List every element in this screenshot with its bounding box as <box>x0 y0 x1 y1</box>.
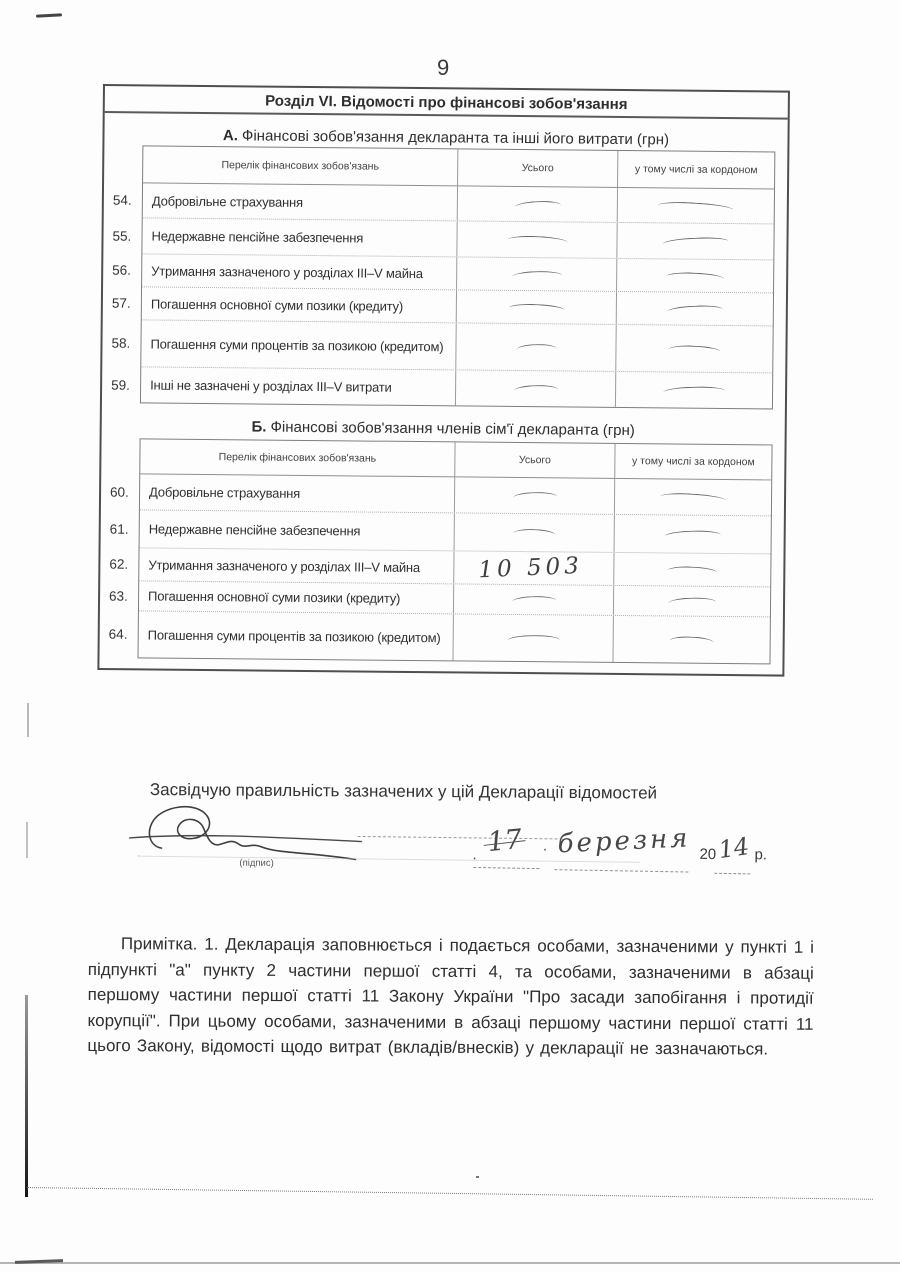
header-cell-total: Усього <box>458 149 618 187</box>
handwritten-dash <box>665 530 721 538</box>
row-number: 59. <box>111 377 130 393</box>
handwritten-dash <box>507 235 567 245</box>
certification-statement: Засвідчую правильність зазначених у цій Декларації відомостей <box>149 780 658 803</box>
year-suffix: р. <box>754 846 768 864</box>
table-row <box>109 509 771 553</box>
row-label: Добровільне страхування <box>140 474 455 512</box>
handwritten-dash <box>662 236 728 246</box>
row-total-cell <box>457 221 617 258</box>
certification-block <box>0 779 900 895</box>
date-underline-day <box>473 867 539 869</box>
handwritten-dash <box>658 200 734 212</box>
handwritten-dash <box>668 344 720 353</box>
handwritten-dash <box>667 304 723 313</box>
header-cell-abroad: у тому числі за кордоном <box>634 163 758 177</box>
part-b-table <box>108 438 772 664</box>
handwritten-dash <box>511 596 555 604</box>
handwritten-dash <box>670 635 714 644</box>
row-abroad-cell <box>615 515 771 553</box>
handwritten-dash <box>667 565 717 574</box>
row-number: 60. <box>110 484 129 500</box>
row-label: Погашення основної суми позики (кредиту) <box>142 287 457 322</box>
date-mark-right: · <box>542 840 548 858</box>
scan-speck <box>476 1176 479 1178</box>
row-total-cell <box>453 614 613 662</box>
header-cell-total: Усього <box>455 442 615 478</box>
row-total-cell <box>455 513 615 552</box>
row-label: Погашення основної суми позики (кредиту) <box>139 581 454 613</box>
scan-mark-top-left <box>36 13 62 17</box>
date-underline-year <box>714 873 750 875</box>
row-label: Недержавне пенсійне забезпечення <box>140 510 455 550</box>
header-cell-abroad: у тому числі за кордоном <box>631 455 755 469</box>
part-a-table <box>111 145 775 409</box>
row-number: 55. <box>112 228 132 244</box>
row-number: 63. <box>109 588 128 604</box>
handwritten-dash <box>512 270 562 278</box>
handwritten-year: 14 <box>716 832 751 865</box>
part-a-letter: А. <box>222 127 239 145</box>
part-b-letter: Б. <box>251 418 267 436</box>
part-b-rows <box>108 474 771 663</box>
page-number: 9 <box>437 55 450 80</box>
part-a-title-text: Фінансові зобов'язання декларанта та інші його витрати (грн) <box>241 127 670 149</box>
signature-line <box>358 836 563 840</box>
row-label: Інші не зазначені у розділах III–V витрати <box>141 367 456 405</box>
handwritten-month: березня <box>556 823 692 860</box>
scan-dotted-line <box>27 1187 873 1200</box>
table-row <box>111 319 772 372</box>
handwritten-dash <box>660 492 726 503</box>
row-label: Погашення суми процентів за позикою (кредитом) <box>141 320 456 369</box>
header-cell-list: Перелік фінансових зобов'язань <box>143 146 458 185</box>
table-row <box>112 217 773 259</box>
section-vi-title: Розділ VI. Відомості про фінансові зобов'язання <box>105 86 788 120</box>
handwritten-dash <box>516 343 556 351</box>
row-number: 62. <box>109 556 129 572</box>
handwritten-amount: 10 503 <box>477 552 584 584</box>
signature-caption: (підпис) <box>239 857 274 869</box>
row-abroad-cell <box>614 553 770 586</box>
part-a-table-header <box>143 146 774 189</box>
row-abroad-cell <box>616 325 772 372</box>
handwritten-dash <box>512 492 556 500</box>
table-row <box>110 474 771 515</box>
row-number: 56. <box>112 262 132 278</box>
table-row <box>111 366 772 408</box>
row-label: Погашення суми процентів за позикою (кредитом) <box>138 611 453 660</box>
year-prefix: 20 <box>699 845 717 864</box>
row-label: Добровільне страхування <box>143 183 458 220</box>
row-abroad-cell <box>613 616 769 663</box>
row-total-cell <box>456 370 616 407</box>
row-number: 58. <box>111 335 131 351</box>
row-abroad-cell <box>616 372 772 408</box>
handwritten-dash <box>663 386 725 395</box>
row-number: 61. <box>109 521 129 537</box>
handwritten-dash <box>514 200 560 209</box>
row-abroad-cell <box>618 188 774 223</box>
row-number: 54. <box>112 192 132 208</box>
row-total-cell <box>454 584 614 615</box>
handwritten-dash <box>666 271 724 281</box>
row-abroad-cell <box>614 586 770 616</box>
row-total-cell <box>454 551 614 585</box>
row-abroad-cell <box>615 479 771 515</box>
header-cell-list: Перелік фінансових зобов'язань <box>140 439 455 476</box>
row-total-cell <box>457 257 617 291</box>
handwritten-dash <box>668 597 716 605</box>
scan-edge-mark <box>26 822 28 858</box>
part-b-table-header <box>140 439 771 480</box>
row-abroad-cell <box>617 292 773 325</box>
note-paragraph: Примітка. 1. Декларація заповнюється і подається особами, зазначеними у пункті 1 і підпункті "а" пункту 2 частини першої статті 4, та особами, зазначеними в абзаці першому частини першої статті 11 Закону України "Про засади запобігання і протидії корупції". При цьому особами, зазначеними в абзаці першому частини першої статті 11 цього Закону, відомості щодо витрат (вкладів/внесків) у декларації не зазначаються. <box>87 934 814 1059</box>
part-b-title-text: Фінансові зобов'язання членів сім'ї декларанта (грн) <box>270 418 635 440</box>
handwritten-dash <box>508 302 564 311</box>
row-abroad-cell <box>617 223 773 259</box>
row-total-cell <box>456 323 616 371</box>
row-label: Недержавне пенсійне забезпечення <box>142 218 457 256</box>
part-a-rows <box>111 183 774 408</box>
row-number: 64. <box>108 626 128 642</box>
handwritten-day: 17 <box>486 823 524 859</box>
handwritten-dash <box>513 528 555 537</box>
date-mark-left: . <box>472 846 477 864</box>
scan-edge-mark <box>27 703 29 737</box>
scan-bottom-line <box>0 1262 900 1264</box>
handwritten-dash <box>514 385 558 393</box>
date-underline-month <box>554 869 688 872</box>
scan-edge-line <box>25 995 28 1197</box>
row-label: Утримання зазначеного у розділах III–V майна <box>142 254 457 289</box>
row-label: Утримання зазначеного у розділах III–V майна <box>139 548 454 583</box>
row-total-cell <box>455 477 615 514</box>
part-b-title <box>102 417 785 441</box>
declaration-section-box <box>97 84 790 677</box>
row-abroad-cell <box>617 259 773 292</box>
table-row <box>108 610 769 663</box>
row-total-cell <box>458 186 618 222</box>
row-total-cell <box>457 290 617 324</box>
row-number: 57. <box>111 295 131 311</box>
handwritten-dash <box>507 634 559 641</box>
